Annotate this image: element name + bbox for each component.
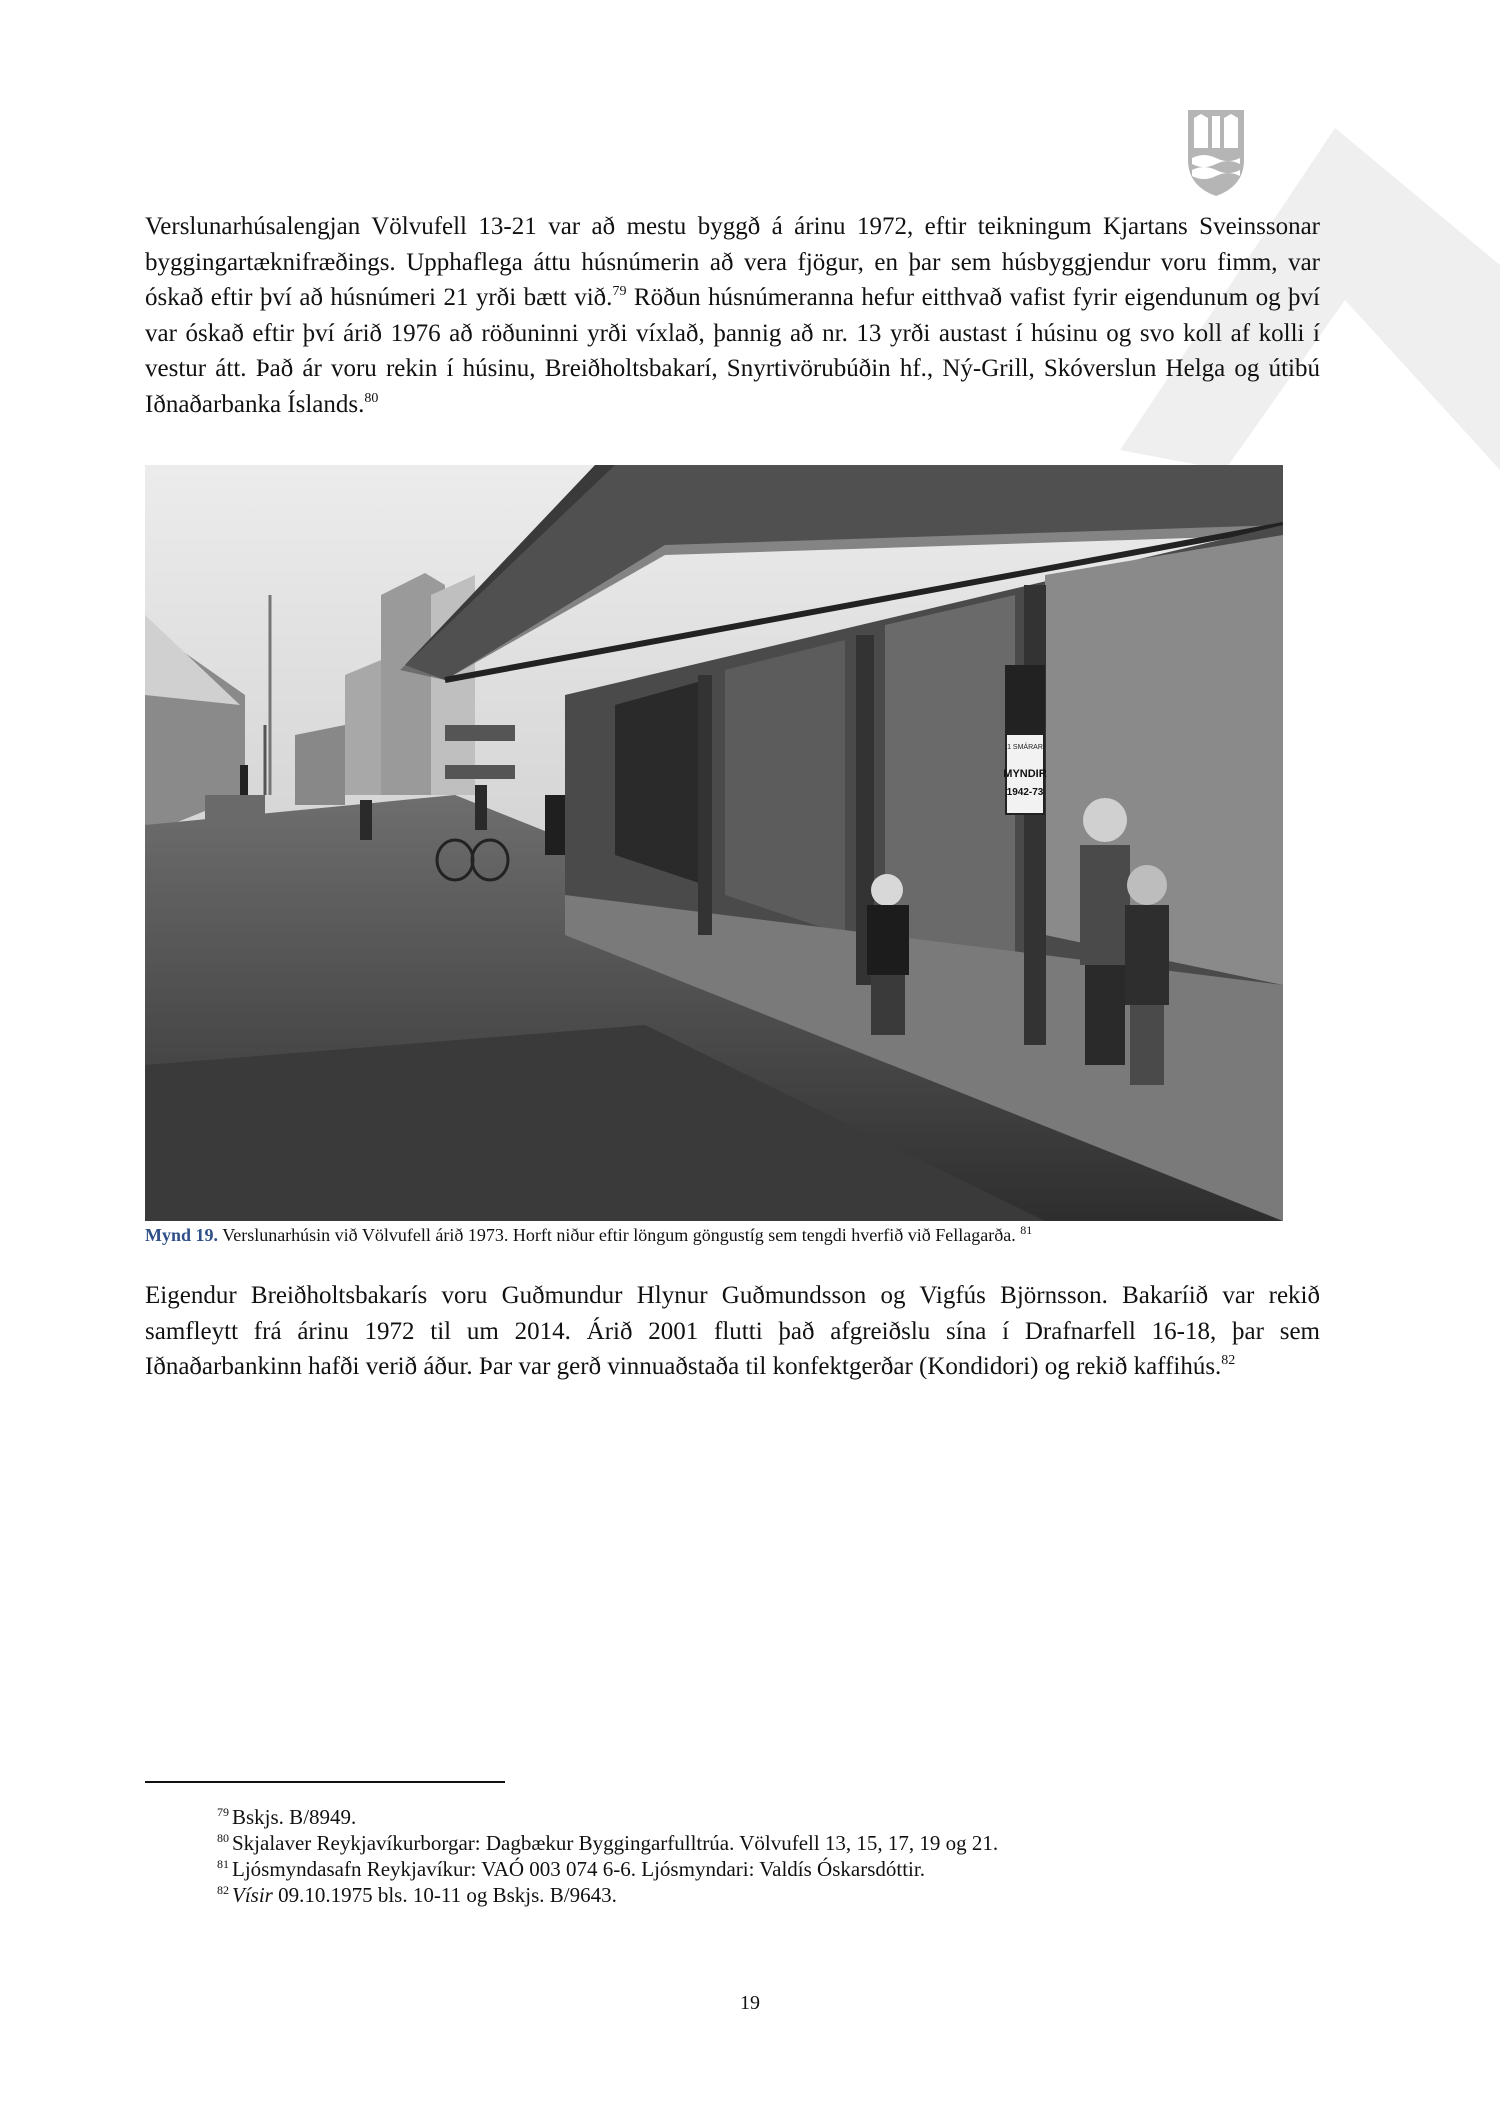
footnotes: [217, 1804, 1217, 1908]
caption-text: Verslunarhúsin við Völvufell árið 1973. Horft niður eftir löngum göngustíg sem tengdi hverfið við Fellagarða.: [222, 1225, 1016, 1245]
footnote-82: $^{82}$ Vísir 09.10.1975 bls. 10-11 og Bskjs. B/9643.: [217, 1883, 617, 1907]
footnote-ref[interactable]: 82: [1221, 1353, 1236, 1368]
photo-volvufell-1973: [145, 465, 1283, 1221]
footnote-divider: [145, 1781, 505, 1783]
caption-label: Mynd 19.: [145, 1225, 219, 1245]
poster-line-3: 1942-73: [1006, 787, 1044, 798]
reykjavik-crest-icon: [1186, 108, 1246, 198]
footnote-ref[interactable]: 80: [364, 390, 379, 406]
footnote-ref[interactable]: 81: [1020, 1223, 1033, 1237]
poster-line-1: 1 SMÁRAR: [1007, 744, 1043, 751]
page-number: 19: [740, 1992, 760, 2014]
poster-line-2: MYNDIR: [1003, 768, 1047, 780]
footnote-81: $^{81}$ Ljósmyndasafn Reykjavíkur: VAÓ 003 074 6-6. Ljósmyndari: Valdís Óskarsdóttir.: [217, 1857, 925, 1881]
figure-caption: [145, 1223, 1345, 1247]
footnote-ref[interactable]: 79: [612, 284, 627, 299]
footnote-79: $^{79}$ Bskjs. B/8949.: [217, 1805, 357, 1829]
footnote-80: $^{80}$ Skjalaver Reykjavíkurborgar: Dagbækur Byggingarfulltrúa. Völvufell 13, 15, 17, 19 og 21.: [217, 1831, 999, 1855]
paragraph-bakery: Eigendur Breiðholtsbakarís voru Guðmundur Hlynur Guðmundsson og Vigfús Björnsson. Bakaríið var rekið samfleytt frá árinu 1972 til um 2014. Árið 2001 flutti það afgreiðslu sína í Drafnarfell 16-18, þar sem Iðnaðarbankinn hafði verið áður. Þar var gerð vinnuaðstaða til konfektgerðar (Kondidori) og rekið kaffihús.$^{82}$: [145, 1282, 1320, 1380]
paragraph-intro: Verslunarhúsalengjan Völvufell 13-21 var að mestu byggð á árinu 1972, eftir teikningum Kjartans Sveinssonar byggingartæknifræðings. Upphaflega áttu húsnúmerin að vera fjögur, en þar sem húsbyggjendur voru fimm, var óskað eftir því að húsnúmeri 21 yrði bætt við.$^{79}$ Röðun húsnúmeranna hefur eitthvað vafist fyrir eigendunum og því var óskað eftir því árið 1976 að röðuninni yrði víxlað, þannig að nr. 13 yrði austast í húsinu og svo koll af kolli í vestur átt. Það ár voru rekin í húsinu, Breiðholtsbakarí, Snyrtivörubúðin hf., Ný-Grill, Skóverslun Helga og útibú Iðnaðarbanka Íslands.$^{80}$: [145, 213, 1321, 418]
